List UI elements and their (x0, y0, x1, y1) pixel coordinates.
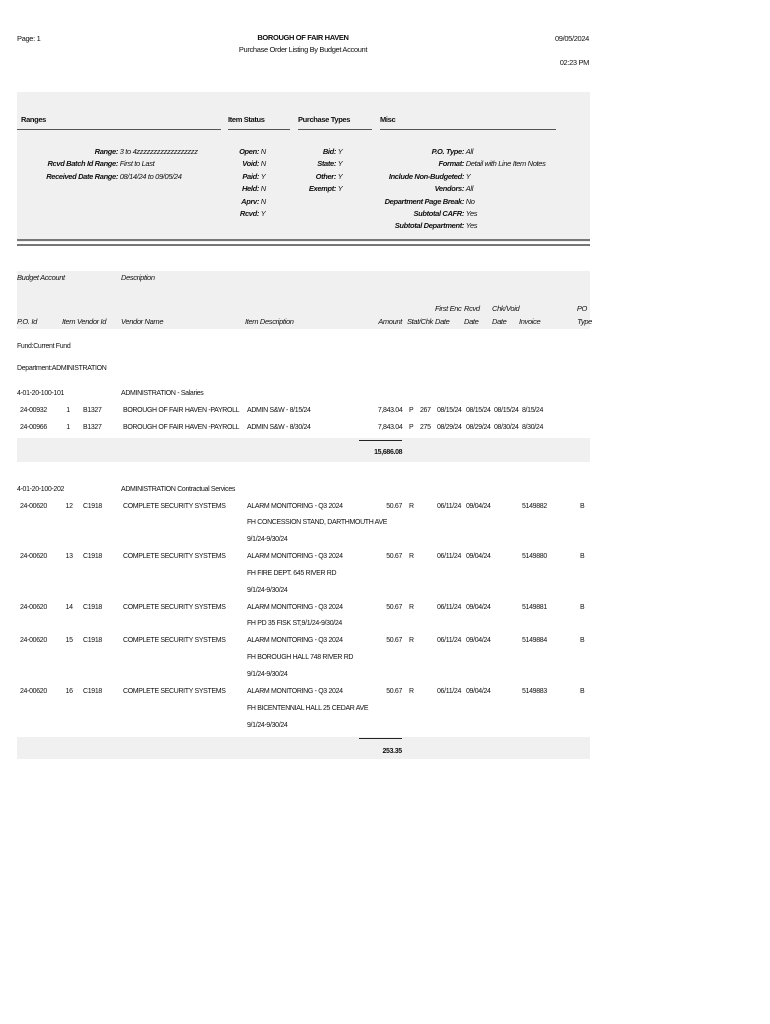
item-note: FH CONCESSION STAND, DARTHMOUTH AVE (247, 517, 388, 526)
amount: 7,843.04 (377, 422, 402, 431)
ranges-rule-4 (380, 129, 556, 130)
vendor-id: B1327 (83, 422, 102, 431)
item-note: FH PD 35 FISK ST,9/1/24-9/30/24 (247, 618, 342, 627)
report-subtitle: Purchase Order Listing By Budget Account (238, 45, 368, 54)
po-type: B (580, 635, 585, 644)
col-description: Description (121, 273, 155, 282)
vendor-id: C1918 (83, 635, 102, 644)
item-description: ALARM MONITORING - Q3 2024 (247, 686, 343, 695)
invoice: 8/30/24 (522, 422, 543, 431)
vendor-name: COMPLETE SECURITY SYSTEMS (123, 635, 226, 644)
vendor-name: COMPLETE SECURITY SYSTEMS (123, 551, 226, 560)
type-line: Exempt: Y (308, 184, 343, 194)
range-criteria (17, 146, 197, 183)
col-rcvd-date: Date (464, 317, 479, 326)
item-note: 9/1/24-9/30/24 (247, 669, 288, 678)
status-line: Void: N (242, 159, 266, 169)
report-time: 02:23 PM (559, 58, 589, 67)
type-line: Bid: Y (322, 147, 343, 156)
misc-line: Include Non-Budgeted: Y (388, 171, 471, 181)
misc-line: Subtotal CAFR: Yes (413, 209, 478, 219)
item-description: ALARM MONITORING - Q3 2024 (247, 602, 343, 611)
subtotal-rule (359, 440, 402, 441)
vendor-id: C1918 (83, 501, 102, 510)
amount: 50.67 (386, 551, 402, 560)
col-po-type-label: Type (577, 317, 592, 326)
amount: 50.67 (386, 501, 402, 510)
po-id: 24-00966 (20, 422, 47, 431)
col-rcvd: Rcvd (464, 304, 480, 313)
page-number: Page: 1 (17, 34, 41, 43)
vendor-name: BOROUGH OF FAIR HAVEN -PAYROLL (123, 422, 240, 431)
status-line: Aprv: N (241, 196, 266, 206)
rcvd-date: 09/04/24 (466, 551, 491, 560)
misc-line: Department Page Break: No (384, 196, 475, 206)
po-id: 24-00620 (20, 551, 47, 560)
status-line: Rcvd: Y (239, 209, 266, 219)
item-note: FH BICENTENNIAL HALL 25 CEDAR AVE (247, 703, 369, 712)
status: P (409, 422, 414, 431)
col-amount: Amount (378, 317, 402, 326)
col-first-enc: First Enc (435, 304, 462, 313)
purchase-types-criteria (298, 146, 368, 196)
col-item: Item (62, 317, 76, 326)
rcvd-date: 09/04/24 (466, 635, 491, 644)
po-id: 24-00620 (20, 635, 47, 644)
col-invoice: Invoice (519, 317, 541, 326)
subtotal-band (17, 438, 590, 462)
vendor-id: B1327 (83, 405, 102, 414)
invoice: 5149881 (522, 602, 547, 611)
type-line: State: Y (317, 159, 343, 169)
vendor-name: COMPLETE SECURITY SYSTEMS (123, 686, 226, 695)
chk-void-date: 08/15/24 (494, 405, 519, 414)
account-description: ADMINISTRATION - Salaries (121, 388, 204, 397)
col-stat-chk: Stat/Chk (407, 317, 433, 326)
ranges-bottom-rule (17, 244, 590, 246)
first-enc-date: 08/15/24 (437, 405, 462, 414)
amount: 7,843.04 (377, 405, 402, 414)
purchase-types-heading: Purchase Types (298, 115, 351, 124)
status: R (409, 635, 414, 644)
item-description: ALARM MONITORING - Q3 2024 (247, 501, 343, 510)
vendor-id: C1918 (83, 686, 102, 695)
invoice: 5149884 (522, 635, 547, 644)
po-id: 24-00620 (20, 686, 47, 695)
rcvd-date: 09/04/24 (466, 686, 491, 695)
account-description: ADMINISTRATION Contractual Services (121, 484, 236, 493)
ranges-rule-2 (228, 129, 290, 130)
ranges-heading: Ranges (21, 115, 46, 124)
first-enc-date: 06/11/24 (437, 635, 462, 644)
status: R (409, 686, 414, 695)
item-description: ALARM MONITORING - Q3 2024 (247, 635, 343, 644)
item-description: ALARM MONITORING - Q3 2024 (247, 551, 343, 560)
range-line: Received Date Range: 08/14/24 to 09/05/24 (46, 171, 182, 181)
item-note: 9/1/24-9/30/24 (247, 534, 288, 543)
account-total: 15,686.08 (373, 447, 402, 456)
invoice: 5149880 (522, 551, 547, 560)
range-line: Range: 3 to 4zzzzzzzzzzzzzzzzzz (94, 147, 198, 156)
col-item-description: Item Description (245, 317, 294, 326)
po-id: 24-00620 (20, 602, 47, 611)
misc-line: Vendors: All (434, 184, 474, 194)
item-number: 12 (65, 501, 73, 510)
col-chk-void-date: Date (492, 317, 507, 326)
check-number: 267 (420, 405, 431, 414)
vendor-name: COMPLETE SECURITY SYSTEMS (123, 602, 226, 611)
invoice: 5149882 (522, 501, 547, 510)
po-type: B (580, 551, 585, 560)
first-enc-date: 06/11/24 (437, 686, 462, 695)
item-number: 1 (66, 405, 70, 414)
vendor-id: C1918 (83, 602, 102, 611)
account-number: 4-01-20-100-101 (17, 388, 65, 397)
amount: 50.67 (386, 635, 402, 644)
item-description: ADMIN S&W - 8/30/24 (247, 422, 311, 431)
item-status-criteria (228, 146, 288, 220)
po-type: B (580, 686, 585, 695)
item-number: 1 (66, 422, 70, 431)
status-line: Paid: Y (242, 171, 266, 181)
col-budget-account: Budget Account (17, 273, 65, 282)
po-id: 24-00620 (20, 501, 47, 510)
fund-label: Fund:Current Fund (17, 341, 71, 350)
item-number: 13 (65, 551, 73, 560)
subtotal-rule (359, 738, 402, 739)
item-number: 15 (65, 635, 73, 644)
item-note: FH BOROUGH HALL 748 RIVER RD (247, 652, 354, 661)
status-line: Held: N (241, 184, 266, 194)
ranges-bottom-rule (17, 239, 590, 241)
status: R (409, 501, 414, 510)
vendor-id: C1918 (83, 551, 102, 560)
rcvd-date: 08/15/24 (466, 405, 491, 414)
report-date: 09/05/2024 (554, 34, 589, 43)
rcvd-date: 09/04/24 (466, 602, 491, 611)
first-enc-date: 06/11/24 (437, 501, 462, 510)
account-number: 4-01-20-100-202 (17, 484, 65, 493)
range-line: Rcvd Batch Id Range: First to Last (47, 159, 155, 169)
first-enc-date: 06/11/24 (437, 602, 462, 611)
report-title: BOROUGH OF FAIR HAVEN (257, 33, 349, 42)
status: R (409, 602, 414, 611)
vendor-name: COMPLETE SECURITY SYSTEMS (123, 501, 226, 510)
item-status-heading: Item Status (228, 115, 265, 124)
account-total: 253.35 (382, 746, 402, 755)
item-description: ADMIN S&W - 8/15/24 (247, 405, 311, 414)
item-note: FH FIRE DEPT. 645 RIVER RD (247, 568, 337, 577)
item-number: 14 (65, 602, 73, 611)
vendor-name: BOROUGH OF FAIR HAVEN -PAYROLL (123, 405, 240, 414)
col-po-id: P.O. Id (17, 317, 37, 326)
status: R (409, 551, 414, 560)
amount: 50.67 (386, 602, 402, 611)
col-po-type: PO (576, 304, 587, 313)
ranges-rule-3 (298, 129, 372, 130)
rcvd-date: 09/04/24 (466, 501, 491, 510)
subtotal-band (17, 737, 590, 759)
item-number: 16 (65, 686, 73, 695)
status: P (409, 405, 414, 414)
po-id: 24-00932 (20, 405, 47, 414)
check-number: 275 (420, 422, 431, 431)
misc-criteria (380, 146, 560, 233)
misc-heading: Misc (380, 115, 396, 124)
department-label: Department:ADMINISTRATION (17, 363, 107, 372)
first-enc-date: 06/11/24 (437, 551, 462, 560)
status-line: Open: N (239, 147, 266, 156)
first-enc-date: 08/29/24 (437, 422, 462, 431)
col-vendor-name: Vendor Name (121, 317, 164, 326)
col-chk-void: Chk/Void (492, 304, 520, 313)
invoice: 5149883 (522, 686, 547, 695)
invoice: 8/15/24 (522, 405, 543, 414)
ranges-rule-1 (17, 129, 221, 130)
amount: 50.67 (386, 686, 402, 695)
col-vendor-id: Vendor Id (77, 317, 107, 326)
chk-void-date: 08/30/24 (494, 422, 519, 431)
item-note: 9/1/24-9/30/24 (247, 585, 288, 594)
po-type: B (580, 602, 585, 611)
misc-line: P.O. Type: All (431, 147, 474, 156)
rcvd-date: 08/29/24 (466, 422, 491, 431)
po-type: B (580, 501, 585, 510)
col-first-enc-date: Date (435, 317, 450, 326)
misc-line: Format: Detail with Line Item Notes (438, 159, 546, 169)
item-note: 9/1/24-9/30/24 (247, 720, 288, 729)
misc-line: Subtotal Department: Yes (394, 221, 478, 231)
type-line: Other: Y (315, 171, 343, 181)
